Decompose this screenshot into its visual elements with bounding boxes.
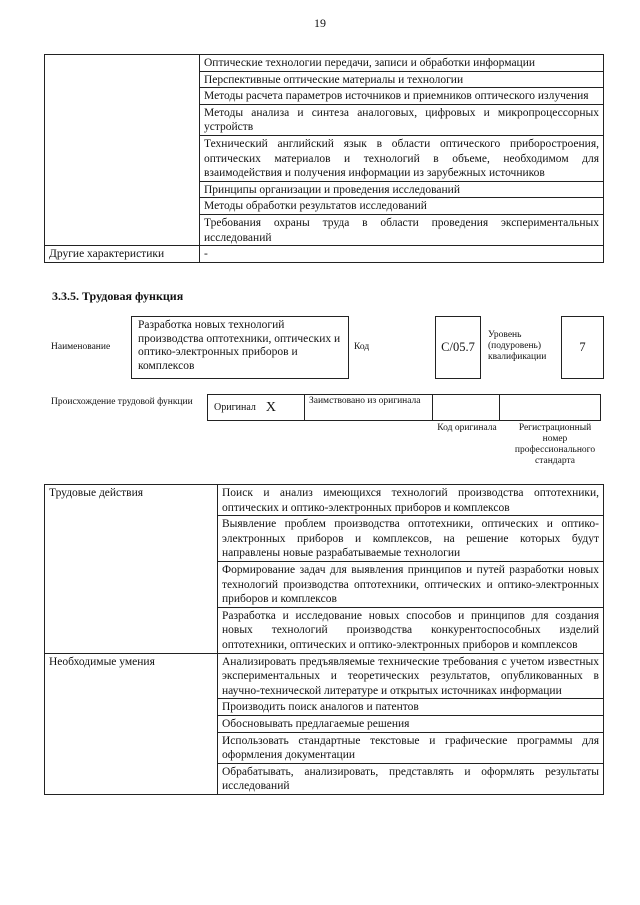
qualification-level-label: Уровень (подуровень) квалификации <box>488 330 547 362</box>
required-skill-item: Обосновывать предлагаемые решения <box>218 715 604 732</box>
origin-code-cell <box>432 394 500 421</box>
labor-function-table <box>44 484 604 795</box>
knowledge-item: Принципы организации и проведения исследований <box>200 181 604 198</box>
other-characteristics-row <box>45 246 604 263</box>
required-skill-item: Производить поиск аналогов и патентов <box>218 699 604 716</box>
labor-action-item: Выявление проблем производства оптотехники, оптических и оптико-электронных приборов и комплексов, на решение которых будут направлены новые разрабатываемые технологии <box>218 516 604 562</box>
knowledge-item: Технический английский язык в области оптического приборостроения, оптических материалов и технологий в объеме, необходимом для взаимодействия и получения информации из зарубежных источников <box>200 135 604 181</box>
knowledge-label-cell <box>45 55 200 246</box>
borrowed-cell: Заимствовано из оригинала <box>304 394 433 421</box>
qualification-level-box: 7 <box>561 316 604 379</box>
knowledge-item: Методы анализа и синтеза аналоговых, цифровых и микропроцессорных устройств <box>200 104 604 135</box>
knowledge-table <box>44 54 604 263</box>
required-skill-item: Использовать стандартные текстовые и графические программы для оформления документации <box>218 732 604 763</box>
origin-code-caption: Код оригинала <box>437 423 497 433</box>
required-skill-item: Анализировать предъявляемые технические требования с учетом известных экспериментальных и теоретических результатов, опубликованных в научно-технической литературе и открытых источниках информации <box>218 653 604 699</box>
function-name-box: Разработка новых технологий производства оптотехники, оптических и оптико-электронных приборов и комплексов <box>131 316 349 379</box>
origin-label: Происхождение трудовой функции <box>51 397 193 407</box>
knowledge-item: Требования охраны труда в области проведения экспериментальных исследований <box>200 214 604 245</box>
code-label: Код <box>354 342 370 352</box>
labor-action-label: Трудовые действия <box>45 485 218 654</box>
original-cell <box>207 394 305 421</box>
knowledge-item: Методы обработки результатов исследований <box>200 198 604 215</box>
required-skill-item: Обрабатывать, анализировать, представлять и оформлять результаты исследований <box>218 763 604 794</box>
required-skill <box>45 653 604 699</box>
labor-action-item: Разработка и исследование новых способов и принципов для создания новых технологий производства конкурентоспособных изделий оптотехники, оптических и оптико-электронных приборов и комплексов <box>218 607 604 653</box>
labor-action-item: Формирование задач для выявления принципов и путей разработки новых технологий производства оптотехники, оптических и оптико-электронных приборов и комплексов <box>218 561 604 607</box>
knowledge-item: Методы расчета параметров источников и приемников оптического излучения <box>200 88 604 105</box>
page-number: 19 <box>314 16 326 30</box>
other-characteristics-value: - <box>200 246 604 263</box>
labor-action <box>45 485 604 516</box>
knowledge-item: Оптические технологии передачи, записи и обработки информации <box>200 55 604 72</box>
labor-action-item: Поиск и анализ имеющихся технологий производства оптотехники, оптических и оптико-электронных приборов и комплексов <box>218 485 604 516</box>
registration-number-caption: Регистрационный номер профессионального стандарта <box>514 423 596 466</box>
name-label: Наименование <box>51 342 111 352</box>
code-value-box: C/05.7 <box>435 316 481 379</box>
knowledge-row <box>45 55 604 72</box>
other-characteristics-label: Другие характеристики <box>45 246 200 263</box>
origin-row <box>208 394 604 421</box>
knowledge-item: Перспективные оптические материалы и технологии <box>200 71 604 88</box>
section-heading: 3.3.5. Трудовая функция <box>52 289 184 303</box>
required-skill-label: Необходимые умения <box>45 653 218 794</box>
original-label: Оригинал <box>214 402 256 413</box>
registration-number-cell <box>499 394 601 421</box>
original-mark: X <box>265 399 277 415</box>
